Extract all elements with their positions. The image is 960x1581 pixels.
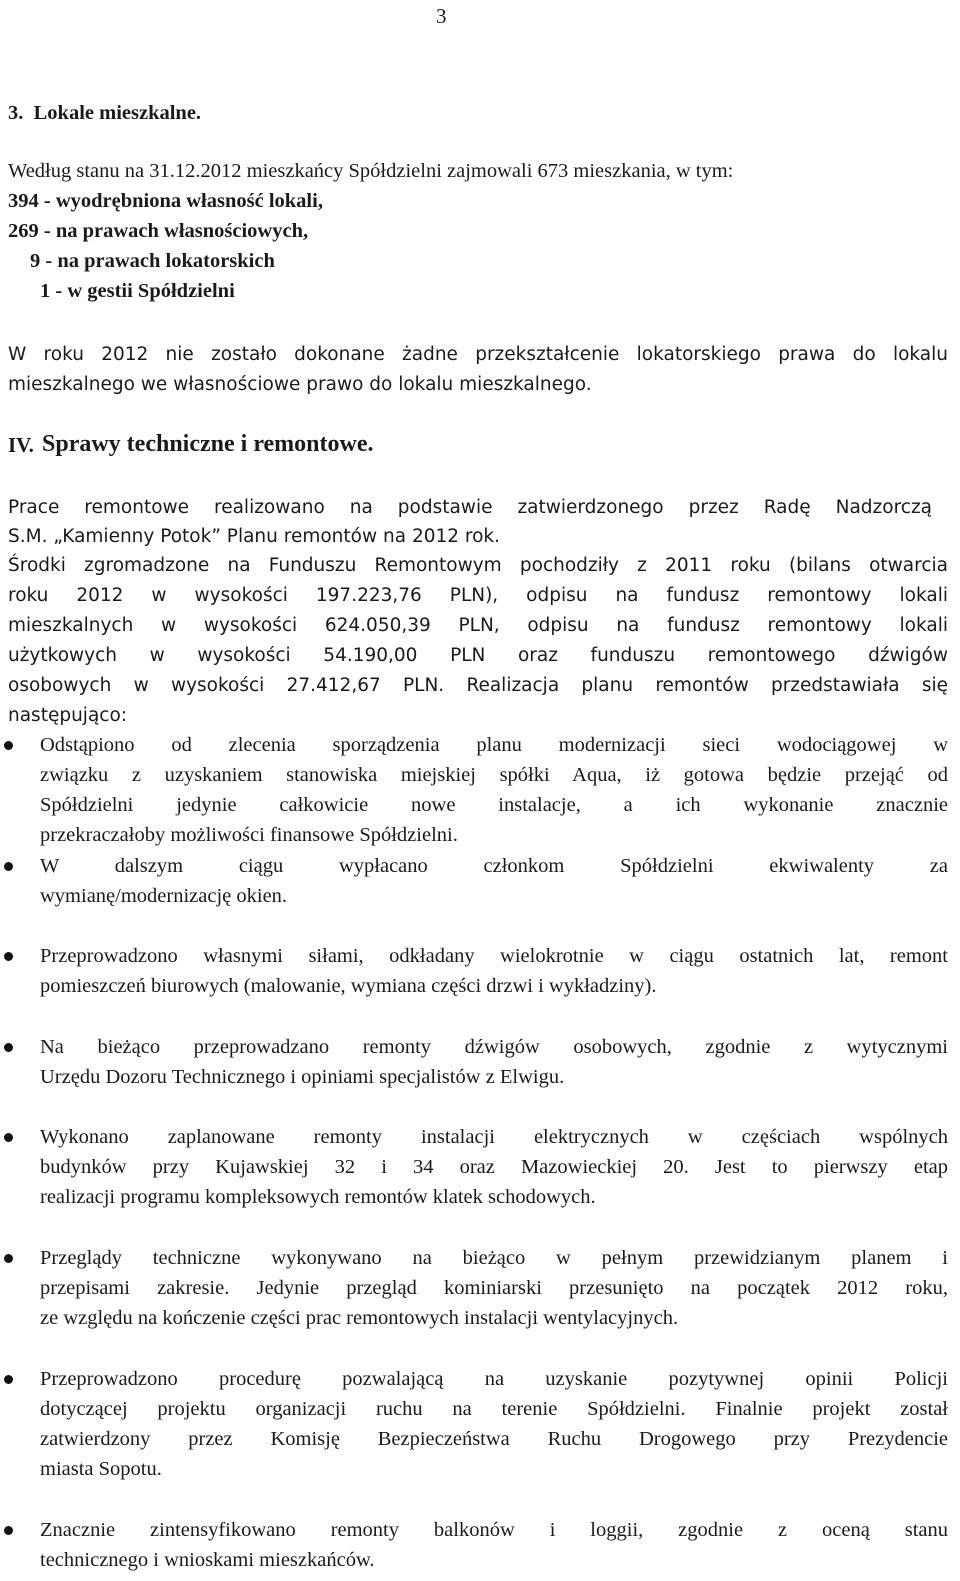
bullet-dot-icon [4,741,13,750]
bullet-line: związku z uzyskaniem stanowiska miejskiej spółki Aqua, iż gotowa będzie przejąć od [40,764,948,786]
bullet-line: ze względu na kończenie części prac remontowych instalacji wentylacyjnych. [40,1307,679,1329]
bullet-line: przekraczałoby możliwości finansowe Spółdzielni. [40,824,458,846]
bullet-line: wymianę/modernizację okien. [40,885,288,907]
section-3-heading: 3. Lokale mieszkalne. [8,102,202,124]
bullet-line: Odstąpiono od zlecenia sporządzenia planu modernizacji sieci wodociągowej w [40,734,948,756]
fund-paragraph-line: Środki zgromadzone na Funduszu Remontowym pochodziły z 2011 roku (bilans otwarcia [8,555,948,576]
bullet-dot-icon [4,1375,13,1384]
bullet-dot-icon [4,1254,13,1263]
bullet-line: Spółdzielni jedynie całkowicie nowe instalacje, a ich wykonanie znacznie [40,794,948,816]
stat-item: 9 - na prawach lokatorskich [30,250,275,272]
bullet-line: Przeglądy techniczne wykonywano na bieżąco w pełnym przewidzianym planem i [40,1247,948,1269]
bullet-dot-icon [4,1043,13,1052]
bullet-dot-icon [4,1526,13,1535]
bullet-dot-icon [4,1133,13,1142]
bullet-line: realizacji programu kompleksowych remontów klatek schodowych. [40,1186,596,1208]
bullet-line: Przeprowadzono własnymi siłami, odkładany wielokrotnie w ciągu ostatnich lat, remont [40,945,948,967]
stat-item: 269 - na prawach własnościowych, [8,220,309,242]
bullet-line: miasta Sopotu. [40,1458,162,1480]
fund-paragraph-line: użytkowych w wysokości 54.190,00 PLN oraz funduszu remontowego dźwigów [8,645,948,666]
section-4-heading: Sprawy techniczne i remontowe. [42,431,374,457]
bullet-line: pomieszczeń biurowych (malowanie, wymiana części drzwi i wykładziny). [40,975,657,997]
bullet-line: Znacznie zintensyfikowano remonty balkonów i loggii, zgodnie z oceną stanu [40,1519,948,1541]
bullet-line: Urzędu Dozoru Technicznego i opiniami specjalistów z Elwigu. [40,1066,565,1088]
bullet-line: W dalszym ciągu wypłacano członkom Spółdzielni ekwiwalenty za [40,855,948,877]
bullet-line: Wykonano zaplanowane remonty instalacji elektrycznych w częściach wspólnych [40,1126,948,1148]
fund-paragraph-line: roku 2012 w wysokości 197.223,76 PLN), odpisu na fundusz remontowy lokali [8,585,948,606]
bullet-line: Przeprowadzono procedurę pozwalającą na uzyskanie pozytywnej opinii Policji [40,1368,948,1390]
conversion-note-line: W roku 2012 nie zostało dokonane żadne przekształcenie lokatorskiego prawa do lokalu [8,344,948,365]
fund-paragraph-line: mieszkalnych w wysokości 624.050,39 PLN, odpisu na fundusz remontowy lokali [8,615,948,636]
page-number: 3 [436,4,447,28]
bullet-line: budynków przy Kujawskiej 32 i 34 oraz Mazowieckiej 20. Jest to pierwszy etap [40,1156,948,1178]
bullet-line: Na bieżąco przeprowadzano remonty dźwigów osobowych, zgodnie z wytycznymi [40,1036,948,1058]
bullet-line: zatwierdzony przez Komisję Bezpieczeństwa Ruchu Drogowego przy Prezydencie [40,1428,948,1450]
bullet-line: dotyczącej projektu organizacji ruchu na terenie Spółdzielni. Finalnie projekt został [40,1398,948,1420]
bullet-line: technicznego i wnioskami mieszkańców. [40,1549,375,1571]
bullet-dot-icon [4,862,13,871]
fund-paragraph-line: osobowych w wysokości 27.412,67 PLN. Realizacja planu remontów przedstawiała się [8,675,948,696]
section-4-numeral: IV. [8,433,34,457]
fund-paragraph-line: następująco: [8,705,128,726]
section-3-intro: Według stanu na 31.12.2012 mieszkańcy Spółdzielni zajmowali 673 mieszkania, w tym: [8,160,734,182]
bullet-dot-icon [4,952,13,961]
conversion-note-line: mieszkalnego we własnościowe prawo do lokalu mieszkalnego. [8,374,592,395]
stat-item: 1 - w gestii Spółdzielni [40,280,235,302]
plan-paragraph-line: Prace remontowe realizowano na podstawie zatwierdzonego przez Radę Nadzorczą [8,497,932,518]
bullet-line: przepisami zakresie. Jedynie przegląd kominiarski przesunięto na początek 2012 roku, [40,1277,948,1299]
stat-item: 394 - wyodrębniona własność lokali, [8,190,323,212]
plan-paragraph-line: S.M. „Kamienny Potok” Planu remontów na 2012 rok. [8,526,501,547]
